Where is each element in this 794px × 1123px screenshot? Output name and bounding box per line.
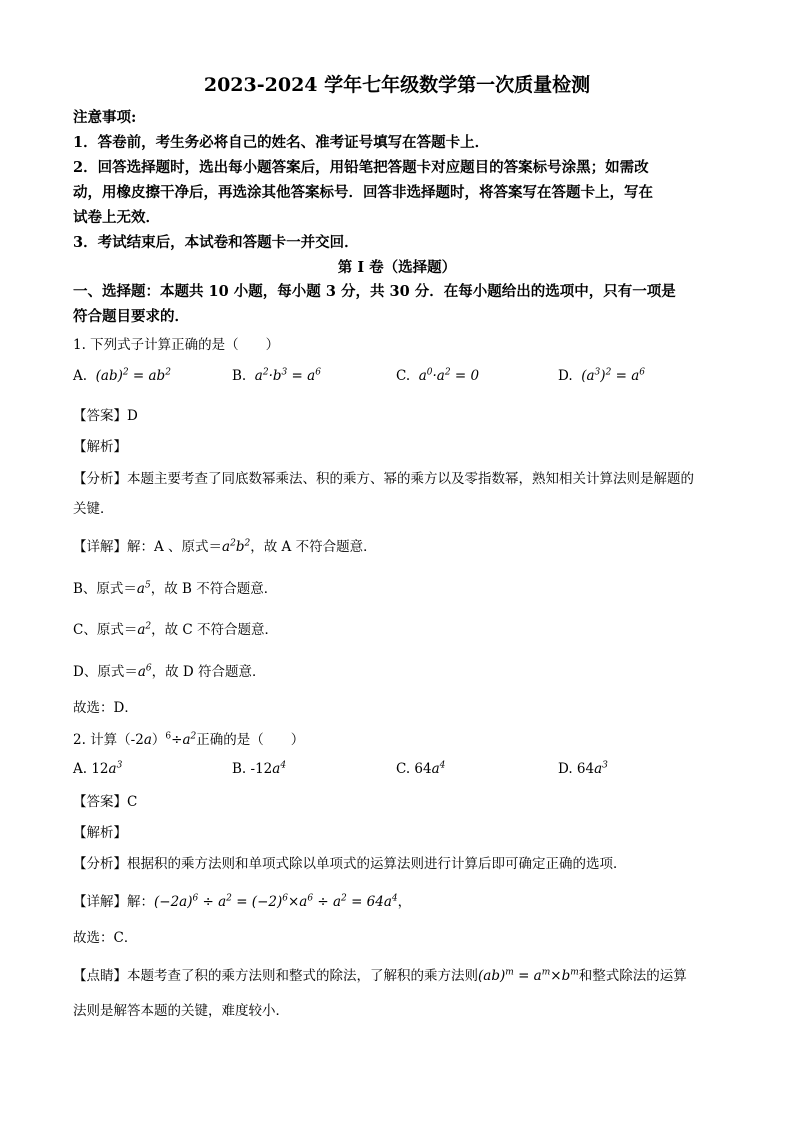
- q2-option-b: [232, 761, 286, 777]
- q1-detail-a-conclusion: ，故 A 不符合题意．: [250, 539, 377, 555]
- q1-option-a-formula: $(ab)^2 = ab^2$: [91, 367, 171, 384]
- q1-detail-c-formula: $a^2$: [137, 621, 152, 638]
- q1-option-b-formula: $a^2\cdot b^3 = a^6$: [250, 367, 321, 384]
- q1-detail-c: [73, 618, 278, 638]
- q1-option-a: [73, 368, 171, 384]
- q1-choose: 故选：D．: [73, 700, 138, 716]
- q1-stem: 1. 下列式子计算正确的是（ ）: [73, 337, 280, 353]
- q2-detail-comma: ，: [397, 894, 412, 910]
- q2-analysis-label: 【解析】: [73, 825, 127, 841]
- q1-detail-d-text: D、原式＝: [73, 664, 138, 680]
- q1-detail-a: [73, 535, 377, 555]
- q2-option-d-var: $a^3$: [594, 760, 608, 777]
- q1-detail-b-conclusion: ，故 B 不符合题意．: [150, 581, 278, 597]
- q2-dianjing-formula: $(ab)^m = a^m\times b^m$: [478, 967, 579, 984]
- q2-detail-formula: $(-2a)^6 \div a^2 = (-2)^6\times a^6 \div a^2 = 64a^4$: [154, 893, 398, 910]
- q2-choose: 故选：C．: [73, 930, 138, 946]
- q2-option-b-label: B. -12: [232, 761, 273, 777]
- q2-dianjing-1: [73, 964, 687, 984]
- q1-detail-b: [73, 577, 277, 597]
- q2-detail-text: 【详解】解：: [73, 894, 154, 910]
- q2-option-c: [396, 761, 445, 777]
- q1-detail-d: [73, 660, 266, 680]
- q1-detail-a-formula: $a^2b^2$: [222, 538, 251, 555]
- q1-option-b-label: B.: [232, 368, 247, 384]
- q1-option-c: [396, 368, 479, 384]
- q1-option-d: [558, 368, 645, 384]
- q2-dianjing-text-end: 和整式除法的运算: [578, 968, 687, 984]
- q1-option-c-formula: $a^0\cdot a^2 = 0$: [414, 367, 480, 384]
- q1-detail-c-text: C、原式＝: [73, 622, 138, 638]
- q2-option-d: [558, 761, 608, 777]
- q1-detail-a-text: 【详解】解：A 、原式＝: [73, 539, 223, 555]
- notice-heading: 注意事项:: [73, 109, 137, 126]
- q1-detail-b-text: B、原式＝: [73, 581, 137, 597]
- part-title: 第 I 卷（选择题）: [337, 259, 457, 276]
- q2-option-a-label: A. 12: [73, 761, 109, 777]
- q2-stem-var: a: [143, 732, 152, 748]
- q2-stem-div: ÷: [171, 732, 183, 748]
- q2-stem-pre: 2. 计算（-2: [73, 732, 144, 748]
- q2-option-a: [73, 761, 122, 777]
- q2-option-c-var: $a^4$: [431, 760, 446, 777]
- q2-detail: [73, 890, 411, 910]
- q2-option-a-var: $a^3$: [108, 760, 123, 777]
- page-title: 2023-2024 学年七年级数学第一次质量检测: [203, 74, 591, 96]
- notice-item-2b: 动，用橡皮擦干净后，再选涂其他答案标号．回答非选择题时，将答案写在答题卡上，写在: [73, 184, 653, 201]
- q2-stem-mid: ）: [151, 732, 166, 748]
- notice-item-3: 3．考试结束后，本试卷和答题卡一并交回．: [73, 234, 359, 251]
- notice-item-1: 1．答卷前，考生务必将自己的姓名、准考证号填写在答题卡上．: [73, 134, 490, 151]
- q2-option-b-var: $a^4$: [272, 760, 287, 777]
- q1-detail-c-conclusion: ，故 C 不符合题意．: [151, 622, 279, 638]
- q2-fenxi: 【分析】根据积的乘方法则和单项式除以单项式的运算法则进行计算后即可确定正确的选项．: [73, 856, 627, 872]
- q1-option-d-formula: $(a^3)^2 = a^6$: [576, 367, 645, 384]
- section-heading-2: 符合题目要求的．: [73, 308, 189, 325]
- q1-detail-b-formula: $a^5$: [136, 580, 151, 597]
- q1-option-d-label: D.: [558, 368, 573, 384]
- q2-option-c-label: C. 64: [396, 761, 432, 777]
- q1-detail-d-formula: $a^6$: [137, 663, 152, 680]
- q2-answer: 【答案】C: [73, 794, 138, 810]
- q1-analysis-label: 【解析】: [73, 439, 127, 455]
- q2-stem: 2. 计算$(-2a)^6\div a^2$正确的是（ ）: [73, 731, 305, 748]
- q1-answer: 【答案】D: [73, 408, 138, 424]
- q1-fenxi-2: 关键．: [73, 501, 114, 517]
- section-heading-1: 一、选择题：本题共 10 小题，每小题 3 分，共 30 分．在每小题给出的选项中，只有一项是: [73, 283, 676, 300]
- q2-option-d-label: D. 64: [558, 761, 595, 777]
- q1-option-b: [232, 368, 321, 384]
- q2-stem-divisor: $a^2$: [182, 731, 197, 748]
- q2-dianjing-2: 法则是解答本题的关键，难度较小．: [73, 1003, 289, 1019]
- q1-fenxi-1: 【分析】本题主要考查了同底数幂乘法、积的乘方、幂的乘方以及零指数幂，熟知相关计算法则是解题的: [73, 471, 694, 487]
- q1-detail-d-conclusion: ，故 D 符合题意．: [151, 664, 266, 680]
- q1-option-a-label: A.: [73, 368, 88, 384]
- q1-option-c-label: C.: [396, 368, 411, 384]
- q2-dianjing-text: 【点睛】本题考查了积的乘方法则和整式的除法，了解积的乘方法则: [73, 968, 478, 984]
- q2-stem-post: 正确的是（ ）: [196, 732, 305, 748]
- notice-item-2c: 试卷上无效．: [73, 209, 160, 226]
- notice-item-2a: 2．回答选择题时，选出每小题答案后，用铅笔把答题卡对应题目的答案标号涂黑；如需改: [73, 159, 649, 176]
